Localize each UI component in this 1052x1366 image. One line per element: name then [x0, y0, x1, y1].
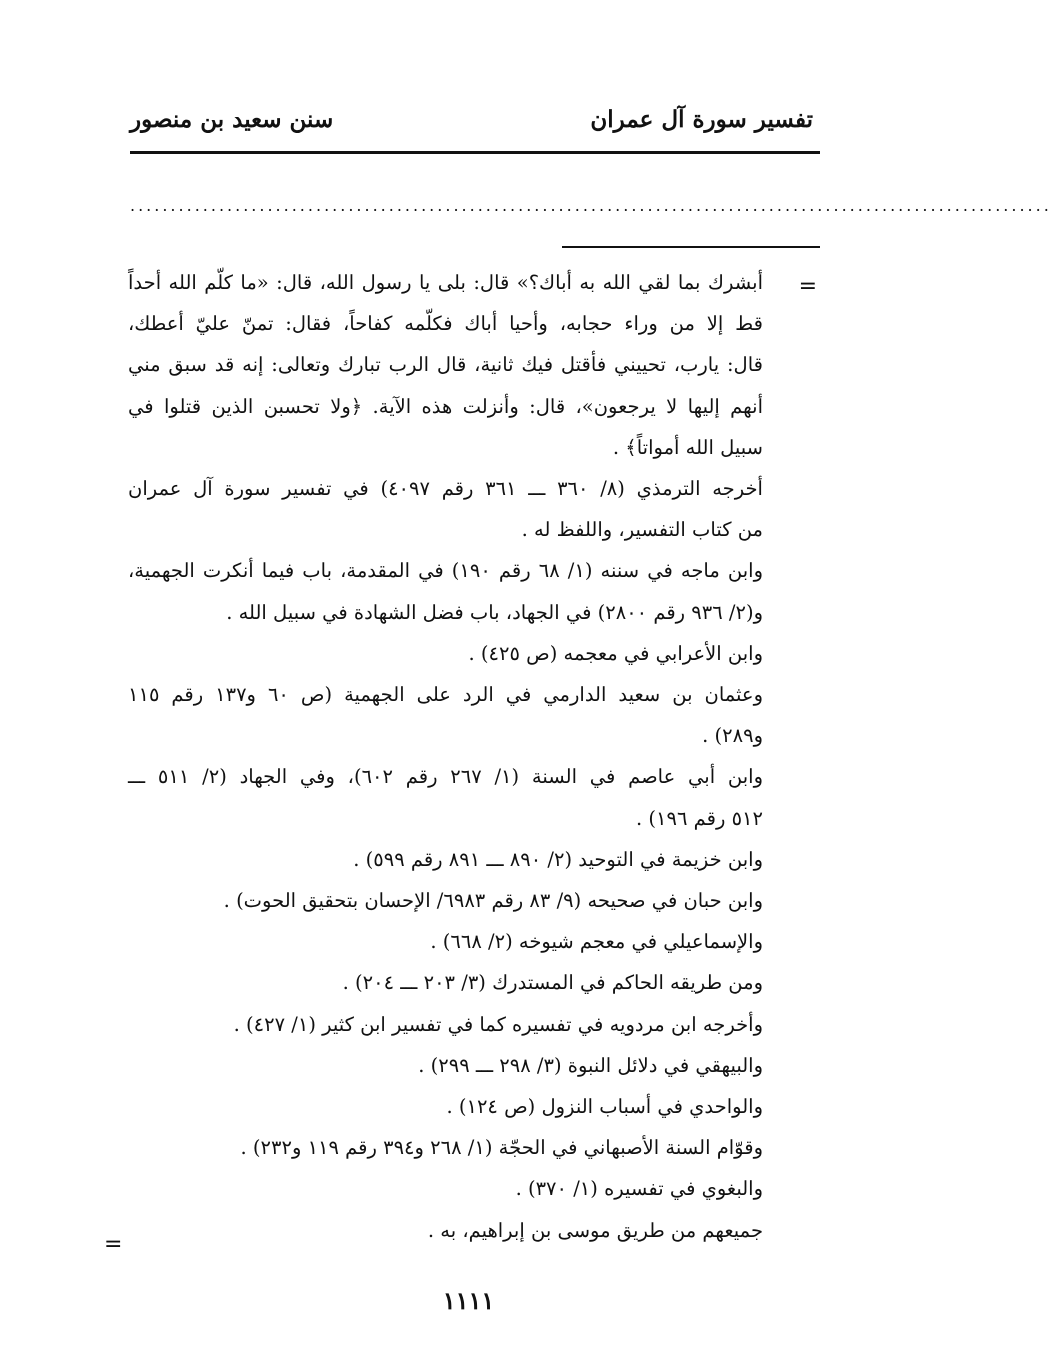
continuation-mark-top: = [798, 274, 817, 299]
text-line: ومن طريقه الحاكم في المستدرك (٣/ ٢٠٣ ـــ ٢٠٤) . [342, 971, 763, 995]
text-line: وابن أبي عاصم في السنة (١/ ٢٦٧ رقم ٦٠٢)، وفي الجهاد (٢/ ٥١١ ـــ [128, 765, 763, 789]
header-rule [130, 151, 820, 154]
footnote-text [128, 262, 763, 1251]
page-number: ١١١١ [442, 1286, 495, 1315]
text-line: قال: يارب، تحييني فأقتل فيك ثانية، قال الرب تبارك وتعالى: إنه قد سبق مني [128, 353, 763, 377]
text-line: قط إلا من وراء حجابه، وأحيا أباك فكلّمه كفاحاً، فقال: تمنّ عليّ أعطك، [128, 312, 763, 336]
dotted-separator: .................................................................................................................. [130, 196, 1052, 215]
text-line: أخرجه الترمذي (٨/ ٣٦٠ ـــ ٣٦١ رقم ٤٠٩٧) في تفسير سورة آل عمران [128, 477, 763, 501]
text-line: و(٢/ ٩٣٦ رقم ٢٨٠٠) في الجهاد، باب فضل الشهادة في سبيل الله . [226, 600, 763, 624]
running-header-book: سنن سعيد بن منصور [130, 106, 334, 133]
text-line: والواحدي في أسباب النزول (ص ١٢٤) . [446, 1095, 763, 1119]
text-line: وابن خزيمة في التوحيد (٢/ ٨٩٠ ـــ ٨٩١ رقم ٥٩٩) . [353, 847, 763, 871]
text-line: وعثمان بن سعيد الدارمي في الرد على الجهمية (ص ٦٠ و١٣٧ رقم ١١٥ [128, 683, 763, 707]
text-line: سبيل الله أمواتاً﴾ . [612, 435, 763, 459]
footnote-rule [562, 246, 820, 248]
text-line: من كتاب التفسير، واللفظ له . [521, 518, 763, 542]
text-line: والإسماعيلي في معجم شيوخه (٢/ ٦٦٨) . [430, 930, 763, 954]
text-line: والبغوي في تفسيره (١/ ٣٧٠) . [515, 1177, 763, 1201]
text-line: أنهم إليها لا يرجعون»، قال: وأنزلت هذه الآية. ﴿ولا تحسبن الذين قتلوا في [128, 394, 763, 418]
text-line: وابن الأعرابي في معجمه (ص ٤٢٥) . [468, 641, 763, 665]
text-line: وأخرجه ابن مردويه في تفسيره كما في تفسير ابن كثير (١/ ٤٢٧) . [233, 1012, 763, 1036]
text-line: ٥١٢ رقم ١٩٦) . [636, 806, 763, 830]
continuation-mark-bottom: = [104, 1232, 123, 1257]
text-line: وابن حبان في صحيحه (٩/ ٨٣ رقم ٦٩٨٣/ الإحسان بتحقيق الحوت) . [223, 889, 763, 913]
text-line: أبشرك بما لقي الله به أباك؟» قال: بلى يا رسول الله، قال: «ما كلّم الله أحداً [128, 271, 763, 294]
text-line: جميعهم من طريق موسى بن إبراهيم، به . [427, 1218, 763, 1242]
text-line: و٢٨٩) . [702, 724, 763, 748]
text-line: وقوّام السنة الأصبهاني في الحجّة (١/ ٢٦٨ و٣٩٤ رقم ١١٩ و٢٣٢) . [240, 1136, 763, 1160]
running-header-chapter: تفسير سورة آل عمران [590, 106, 813, 133]
text-line: وابن ماجه في سننه (١/ ٦٨ رقم ١٩٠) في المقدمة، باب فيما أنكرت الجهمية، [128, 559, 763, 583]
text-line: والبيهقي في دلائل النبوة (٣/ ٢٩٨ ـــ ٢٩٩) . [418, 1053, 763, 1077]
